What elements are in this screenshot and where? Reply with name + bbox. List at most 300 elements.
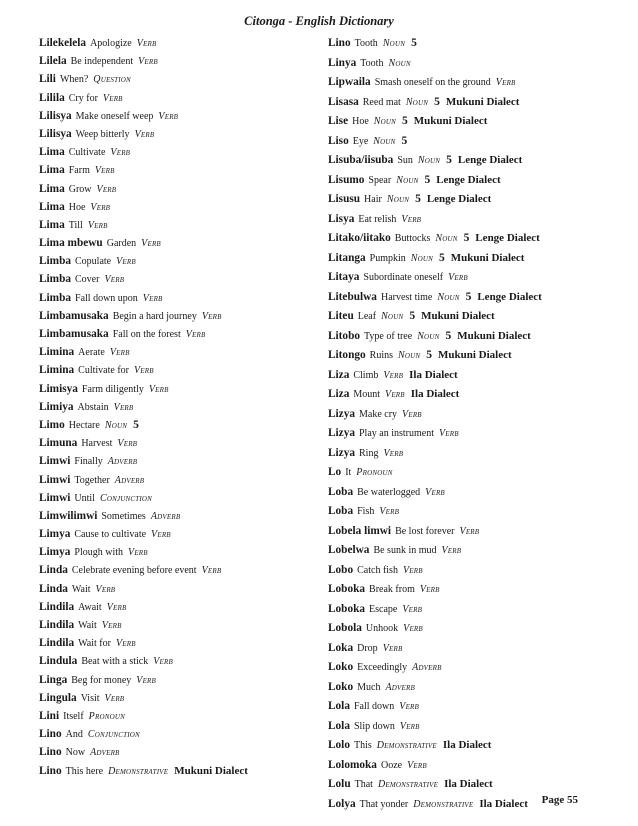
definition: Aerate (78, 347, 105, 359)
headword: Lizya (328, 446, 355, 459)
headword: Litako/iitako (328, 232, 391, 244)
headword: Lobela limwi (328, 524, 392, 537)
part-of-speech: Adverb (385, 681, 415, 693)
dictionary-entry (39, 34, 324, 52)
headword: Lo (328, 466, 342, 478)
dictionary-entry (328, 756, 623, 776)
dictionary-entry (39, 434, 324, 452)
headword: Lino (39, 746, 62, 759)
definition: Eat relish (358, 213, 397, 225)
dialect: Mukuni Dialect (438, 349, 512, 361)
definition: Leaf (357, 311, 377, 322)
part-of-speech: Verb (117, 438, 138, 450)
definition: Finally (74, 456, 103, 468)
dictionary-entry (328, 678, 623, 698)
headword: Limo (39, 418, 65, 431)
definition: Tooth (354, 38, 378, 49)
dialect: Mukuni Dialect (450, 251, 525, 264)
headword: Lise (328, 115, 349, 127)
headword: Lingula (39, 691, 77, 704)
definition: Visit (80, 692, 100, 704)
part-of-speech: Adverb (114, 474, 145, 486)
part-of-speech: Conjunction (99, 492, 152, 504)
dictionary-entry (39, 580, 324, 598)
headword: Lilisya (39, 109, 72, 122)
definition: Wait (78, 620, 97, 631)
headword: Liza (328, 388, 350, 400)
dictionary-entry (39, 634, 324, 652)
dictionary-entry (328, 34, 623, 54)
definition: Harvest time (380, 291, 433, 303)
headword: Limwilimwi (39, 509, 98, 522)
dialect: Lenge Dialect (477, 290, 542, 303)
part-of-speech: Verb (95, 583, 116, 595)
headword: Loboka (328, 583, 366, 595)
dictionary-entry (39, 52, 324, 70)
noun-class: 5 (402, 115, 408, 127)
dictionary-entry (39, 234, 324, 252)
part-of-speech: Verb (113, 401, 134, 413)
dictionary-entry (39, 89, 324, 107)
definition: Be lost forever (395, 525, 455, 537)
definition: Smash oneself on the ground (374, 77, 491, 88)
definition: Apologize (90, 38, 132, 49)
definition: This (353, 740, 372, 751)
dictionary-entry (328, 268, 623, 288)
definition: When? (59, 74, 89, 86)
headword: Linda (39, 582, 68, 595)
part-of-speech: Verb (158, 110, 179, 122)
headword: Limbamusaka (39, 328, 109, 340)
part-of-speech: Adverb (90, 747, 120, 759)
headword: Lolu (328, 778, 351, 790)
part-of-speech: Verb (141, 238, 161, 250)
definition: Sun (397, 155, 413, 166)
dialect: Lenge Dialect (457, 154, 523, 166)
definition: Be waterlogged (357, 486, 421, 498)
headword: Liso (328, 134, 349, 147)
dictionary-entry (39, 689, 324, 707)
headword: Lizya (328, 427, 355, 439)
headword: Loko (328, 680, 354, 693)
headword: Loba (328, 505, 354, 517)
part-of-speech: Verb (102, 92, 123, 104)
dialect: Ila Dialect (479, 797, 528, 810)
headword: Lizya (328, 407, 355, 420)
dictionary-entry (328, 249, 623, 269)
part-of-speech: Verb (382, 642, 403, 654)
headword: Limina (39, 364, 75, 377)
headword: Lobo (328, 563, 354, 576)
dictionary-entry (328, 658, 623, 678)
dictionary-entry (39, 70, 324, 88)
headword: Loka (328, 641, 354, 654)
definition: Till (68, 219, 83, 231)
dialect: Ila Dialect (409, 368, 458, 381)
dictionary-entry (39, 452, 324, 470)
part-of-speech: Noun (381, 311, 404, 322)
dictionary-entry (328, 385, 623, 405)
headword: Litongo (328, 349, 366, 361)
part-of-speech: Verb (138, 56, 158, 68)
headword: Limiya (39, 400, 74, 413)
part-of-speech: Verb (104, 274, 125, 286)
dialect: Lenge Dialect (436, 173, 501, 186)
definition: Abstain (77, 401, 109, 413)
part-of-speech: Noun (405, 96, 429, 108)
definition: Fall down (353, 701, 395, 712)
part-of-speech: Verb (439, 428, 459, 439)
definition: Until (74, 492, 95, 504)
dictionary-entry (39, 671, 324, 689)
headword: Linga (39, 673, 68, 686)
part-of-speech: Verb (402, 564, 423, 576)
part-of-speech: Verb (134, 128, 155, 140)
dictionary-entry (39, 270, 324, 288)
dictionary-entry (328, 307, 623, 327)
definition: Catch fish (357, 564, 398, 576)
part-of-speech: Verb (90, 201, 111, 213)
part-of-speech: Demonstrative (376, 740, 437, 751)
headword: Lisumo (328, 173, 365, 186)
dictionary-entry (328, 463, 623, 483)
definition: Wait (71, 583, 91, 595)
part-of-speech: Adverb (107, 456, 138, 468)
definition: Fall on the forest (112, 329, 181, 340)
headword: Limba (39, 291, 72, 304)
headword: Lindila (39, 600, 75, 613)
dialect: Mukuni Dialect (445, 95, 520, 108)
dictionary-entry (39, 180, 324, 198)
dictionary-entry (39, 561, 324, 579)
dictionary-entry (39, 616, 324, 634)
part-of-speech: Verb (94, 165, 115, 177)
part-of-speech: Pronoun (88, 710, 125, 722)
dictionary-entry (328, 483, 623, 503)
headword: Lolya (328, 797, 356, 810)
part-of-speech: Noun (417, 155, 441, 166)
headword: Limwi (39, 491, 71, 504)
headword: Limya (39, 528, 71, 541)
headword: Limba (39, 273, 72, 286)
headword: Lobelwa (328, 544, 370, 556)
headword: Litaya (328, 271, 360, 283)
part-of-speech: Verb (148, 383, 169, 395)
dictionary-entry (39, 289, 324, 307)
dialect: Lenge Dialect (426, 193, 492, 205)
part-of-speech: Adverb (412, 662, 442, 673)
definition: Harvest (81, 438, 113, 450)
headword: Liza (328, 368, 350, 381)
part-of-speech: Verb (201, 565, 222, 577)
dialect: Lenge Dialect (475, 232, 540, 244)
part-of-speech: Verb (419, 584, 440, 595)
part-of-speech: Noun (373, 116, 397, 127)
dictionary-entry (328, 93, 623, 113)
definition: Make cry (359, 408, 398, 420)
part-of-speech: Verb (402, 603, 423, 615)
definition: Hair (364, 194, 382, 205)
dictionary-entry (39, 707, 324, 725)
dictionary-entry (39, 198, 324, 216)
part-of-speech: Verb (448, 272, 468, 283)
definition: Wait for (78, 638, 111, 650)
noun-class: 5 (411, 37, 417, 49)
definition: Cultivate for (78, 365, 129, 377)
headword: Lisya (328, 212, 355, 225)
dictionary-entry (39, 216, 324, 234)
headword: Liteu (328, 310, 354, 322)
dictionary-entry (39, 343, 324, 361)
headword: Limuna (39, 437, 78, 450)
definition: Itself (63, 710, 84, 722)
part-of-speech: Verb (185, 329, 206, 340)
right-column (328, 34, 623, 814)
noun-class: 5 (409, 310, 416, 322)
definition: Ruins (369, 350, 394, 361)
definition: Garden (106, 238, 137, 250)
part-of-speech: Verb (115, 638, 136, 650)
dictionary-entry (328, 288, 623, 308)
definition: Much (357, 681, 381, 693)
headword: Lima (39, 146, 65, 159)
definition: Ring (359, 447, 379, 459)
part-of-speech: Noun (437, 291, 460, 303)
headword: Loba (328, 485, 354, 498)
definition: Be sunk in mud (373, 545, 437, 556)
part-of-speech: Verb (402, 408, 422, 420)
part-of-speech: Verb (401, 213, 422, 225)
definition: Beg for money (71, 674, 132, 686)
headword: Lilila (39, 91, 65, 104)
headword: Lino (328, 37, 351, 49)
headword: Limisya (39, 382, 78, 395)
headword: Lolomoka (328, 758, 377, 771)
dictionary-entry (328, 424, 623, 444)
dictionary-entry (328, 795, 623, 815)
definition: Be independent (70, 56, 134, 68)
dictionary-entry (328, 54, 623, 74)
definition: Tooth (360, 57, 384, 69)
part-of-speech: Pronoun (356, 467, 393, 478)
part-of-speech: Verb (399, 720, 420, 732)
headword: Litobo (328, 329, 361, 342)
dialect: Mukuni Dialect (421, 310, 495, 322)
dictionary-entry (328, 405, 623, 425)
headword: Lola (328, 700, 350, 712)
definition: Slip down (353, 720, 395, 732)
headword: Loko (328, 661, 354, 673)
definition: Farm (68, 165, 90, 177)
headword: Lindila (39, 619, 75, 631)
definition: Hoe (68, 201, 86, 213)
headword: Limba (39, 255, 72, 268)
definition: Cover (75, 274, 100, 286)
part-of-speech: Noun (382, 38, 406, 49)
definition: Play an instrument (359, 428, 434, 439)
definition: That yonder (359, 798, 409, 810)
dialect: Ila Dialect (410, 388, 460, 400)
dictionary-entry (328, 522, 623, 542)
part-of-speech: Demonstrative (413, 798, 474, 810)
definition: Hoe (352, 116, 369, 127)
headword: Lilisya (39, 127, 72, 140)
definition: Climb (353, 369, 379, 381)
definition: Weep bitterly (75, 128, 130, 140)
dictionary-entry (39, 143, 324, 161)
dictionary-entry (328, 73, 623, 93)
dictionary-entry (328, 112, 623, 132)
dictionary-entry (328, 697, 623, 717)
part-of-speech: Conjunction (87, 729, 140, 741)
part-of-speech: Verb (403, 623, 423, 634)
headword: Limwi (39, 473, 71, 486)
definition: It (345, 467, 352, 478)
definition: Exceedingly (357, 662, 408, 673)
page-header: Citonga - English Dictionary (244, 14, 394, 28)
dictionary-entry (328, 600, 623, 620)
part-of-speech: Verb (142, 292, 163, 304)
part-of-speech: Verb (153, 656, 173, 668)
dictionary-entry (39, 743, 324, 761)
noun-class: 5 (424, 173, 431, 186)
part-of-speech: Verb (151, 529, 171, 541)
definition: Sometimes (101, 510, 146, 522)
dictionary-entry (39, 471, 324, 489)
noun-class: 5 (415, 193, 421, 205)
part-of-speech: Noun (410, 252, 434, 264)
headword: Lima (39, 200, 65, 213)
definition: Now (65, 747, 86, 759)
dialect: Ila Dialect (442, 739, 492, 751)
page-number: Page 55 (541, 794, 578, 806)
headword: Linya (328, 56, 357, 69)
dictionary-entry (39, 416, 324, 434)
part-of-speech: Verb (110, 147, 131, 159)
definition: Eye (352, 135, 369, 147)
part-of-speech: Verb (383, 447, 404, 459)
dictionary-entry (39, 361, 324, 379)
noun-class: 5 (463, 232, 470, 244)
part-of-speech: Verb (106, 601, 127, 613)
definition: Escape (369, 603, 398, 615)
dictionary-entry (328, 775, 623, 795)
dialect: Mukuni Dialect (457, 329, 531, 342)
dialect: Mukuni Dialect (174, 764, 248, 777)
dialect: Ila Dialect (444, 778, 493, 790)
definition: Copulate (75, 256, 112, 268)
definition: Reed mat (362, 96, 401, 108)
dictionary-entry (39, 598, 324, 616)
dictionary-entry (39, 380, 324, 398)
definition: Drop (357, 642, 378, 654)
dictionary-entry (328, 561, 623, 581)
part-of-speech: Verb (399, 701, 420, 712)
dictionary-entry (39, 161, 324, 179)
part-of-speech: Verb (385, 389, 405, 400)
dictionary-entry (328, 366, 623, 386)
headword: Lima mbewu (39, 237, 103, 250)
part-of-speech: Noun (386, 194, 410, 205)
definition: Hectare (68, 419, 100, 431)
headword: Limina (39, 346, 75, 359)
part-of-speech: Verb (109, 347, 130, 359)
definition: Ooze (380, 759, 403, 771)
headword: Lobola (328, 622, 362, 634)
headword: Lisuba/iisuba (328, 154, 394, 166)
part-of-speech: Verb (116, 256, 136, 268)
part-of-speech: Verb (136, 674, 157, 686)
headword: Lolo (328, 739, 350, 751)
headword: Loboka (328, 602, 366, 615)
headword: Lindula (39, 655, 78, 668)
part-of-speech: Verb (136, 38, 157, 49)
definition: Grow (68, 183, 92, 195)
headword: Lino (39, 728, 62, 741)
noun-class: 5 (401, 134, 408, 147)
definition: And (65, 729, 83, 741)
definition: Subordinate oneself (363, 272, 444, 283)
dictionary-entry (39, 307, 324, 325)
dictionary-entry (39, 107, 324, 125)
dictionary-entry (328, 502, 623, 522)
definition: Cultivate (68, 147, 106, 159)
noun-class: 5 (465, 290, 472, 303)
dictionary-entry (328, 190, 623, 210)
definition: This here (65, 765, 104, 777)
dictionary-entry (328, 619, 623, 639)
headword: Limwi (39, 455, 71, 468)
headword: Lilekelela (39, 37, 87, 49)
headword: Lima (39, 164, 65, 177)
dictionary-entry (328, 327, 623, 347)
definition: Pumpkin (369, 252, 406, 264)
definition: Mount (353, 389, 381, 400)
headword: Limya (39, 546, 71, 559)
dictionary-entry (328, 541, 623, 561)
part-of-speech: Question (93, 74, 131, 86)
noun-class: 5 (133, 418, 139, 431)
headword: Lisusu (328, 193, 361, 205)
definition: Unhook (365, 623, 399, 634)
part-of-speech: Verb (133, 365, 154, 377)
part-of-speech: Noun (398, 350, 421, 361)
definition: Type of tree (364, 330, 413, 342)
part-of-speech: Demonstrative (377, 779, 439, 790)
definition: Cry for (68, 92, 98, 104)
part-of-speech: Verb (96, 183, 117, 195)
headword: Lini (39, 709, 60, 722)
part-of-speech: Verb (407, 759, 427, 771)
headword: Lino (39, 764, 62, 777)
part-of-speech: Demonstrative (108, 765, 169, 777)
definition: Make oneself weep (75, 110, 154, 122)
part-of-speech: Verb (87, 219, 108, 231)
definition: Begin a hard journey (112, 310, 197, 322)
dictionary-entry (39, 125, 324, 143)
dialect: Mukuni Dialect (413, 115, 488, 127)
definition: Beat with a stick (81, 656, 149, 668)
definition: That (354, 779, 373, 790)
headword: Litebulwa (328, 290, 377, 303)
dictionary-entry (328, 346, 623, 366)
dictionary-entry (39, 543, 324, 561)
noun-class: 5 (439, 251, 445, 264)
dictionary-entry (39, 762, 324, 780)
dictionary-entry (328, 444, 623, 464)
noun-class: 5 (426, 349, 433, 361)
part-of-speech: Noun (104, 419, 128, 431)
